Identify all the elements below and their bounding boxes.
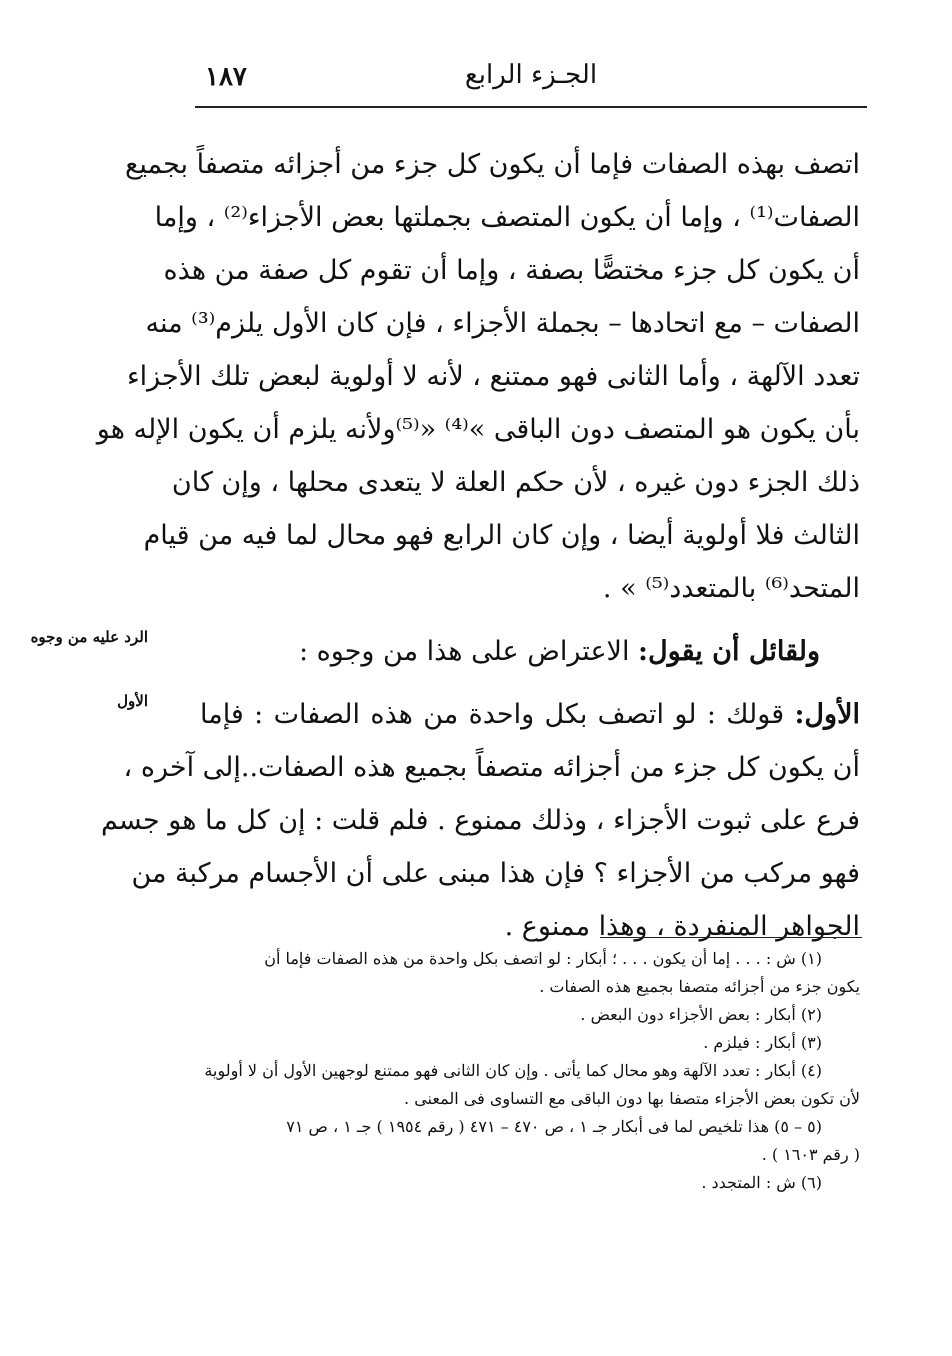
text-line: الثالث فلا أولوية أيضا ، وإن كان الرابع فهو محال لما فيه من قيام xyxy=(143,520,860,551)
footnote-line: (٤) أبكار : تعدد الآلهة وهو محال كما يأتى . وإن كان الثانى فهو ممتنع لوجهين الأول أن لا أولوية xyxy=(204,1061,822,1080)
text-line: الجواهر المنفردة ، وهذا ممنوع . xyxy=(504,911,860,942)
margin-note-first: الأول xyxy=(117,692,148,710)
objection-heading xyxy=(200,625,860,678)
text-line: أن يكون كل جزء مختصًّا بصفة ، وإما أن تقوم كل صفة من هذه xyxy=(163,255,860,286)
page-header xyxy=(195,58,867,108)
footnote-rule xyxy=(600,937,862,938)
main-text xyxy=(96,138,860,953)
margin-note-reply: الرد عليه من وجوه xyxy=(30,628,148,646)
text-line: فرع على ثبوت الأجزاء ، وذلك ممنوع . فلم قلت : إن كل ما هو جسم xyxy=(100,805,860,836)
footnote-line: (١) ش : . . . إما أن يكون . . . ؛ أبكار : لو اتصف بكل واحدة من هذه الصفات فإما أن xyxy=(264,949,822,968)
text-line: بأن يكون هو المتصف دون الباقى »⁽⁴⁾ «⁽⁵⁾ولأنه يلزم أن يكون الإله هو xyxy=(96,414,860,445)
page-number: ١٨٧ xyxy=(205,62,247,92)
footnote-line: (٢) أبكار : بعض الأجزاء دون البعض . xyxy=(580,1005,822,1024)
footnote-line: ( رقم ١٦٠٣ ) . xyxy=(761,1145,860,1164)
text-line: المتحد⁽⁶⁾ بالمتعدد⁽⁵⁾ » . xyxy=(602,573,860,604)
objection-rest: الاعتراض على هذا من وجوه : xyxy=(298,636,639,667)
footnote-line: لأن تكون بعض الأجزاء متصفا بها دون الباقى مع التساوى فى المعنى . xyxy=(404,1089,860,1108)
text-line: الصفات⁽¹⁾ ، وإما أن يكون المتصف بجملتها بعض الأجزاء⁽²⁾ ، وإما xyxy=(154,202,860,233)
section-gap xyxy=(200,678,860,688)
text-line: الصفات – مع اتحادها – بجملة الأجزاء ، فإن كان الأول يلزم⁽³⁾ منه xyxy=(145,308,860,339)
text-line: أن يكون كل جزء من أجزائه متصفاً بجميع هذه الصفات..إلى آخره ، xyxy=(123,752,860,783)
objection-lead: ولقائل أن يقول: xyxy=(638,636,820,667)
text-line: فهو مركب من الأجزاء ؟ فإن هذا مبنى على أن الأجسام مركبة من xyxy=(131,858,860,889)
text-line: تعدد الآلهة ، وأما الثانى فهو ممتنع ، لأنه لا أولوية لبعض تلك الأجزاء xyxy=(126,361,860,392)
running-title: الجـزء الرابع xyxy=(464,60,598,90)
text-line: ذلك الجزء دون غيره ، لأن حكم العلة لا يتعدى محلها ، وإن كان xyxy=(171,467,860,498)
text-line: اتصف بهذه الصفات فإما أن يكون كل جزء من أجزائه متصفاً بجميع xyxy=(124,149,860,180)
footnotes xyxy=(195,945,860,1197)
first-point-lead: الأول: xyxy=(794,699,860,730)
first-point-rest: قولك : لو اتصف بكل واحدة من هذه الصفات : فإما xyxy=(200,699,795,730)
section-gap xyxy=(200,615,860,625)
footnote-line: (٣) أبكار : فيلزم . xyxy=(703,1033,822,1052)
footnote-line: يكون جزء من أجزائه متصفا بجميع هذه الصفات . xyxy=(539,977,860,996)
text-line xyxy=(200,688,860,741)
header-rule xyxy=(195,106,867,108)
footnote-line: (٦) ش : المتجدد . xyxy=(701,1173,822,1192)
footnote-line: (٥ – ٥) هذا تلخيص لما فى أبكار جـ ١ ، ص ٤٧٠ – ٤٧١ ( رقم ١٩٥٤ ) جـ ١ ، ص ٧١ xyxy=(286,1117,822,1136)
